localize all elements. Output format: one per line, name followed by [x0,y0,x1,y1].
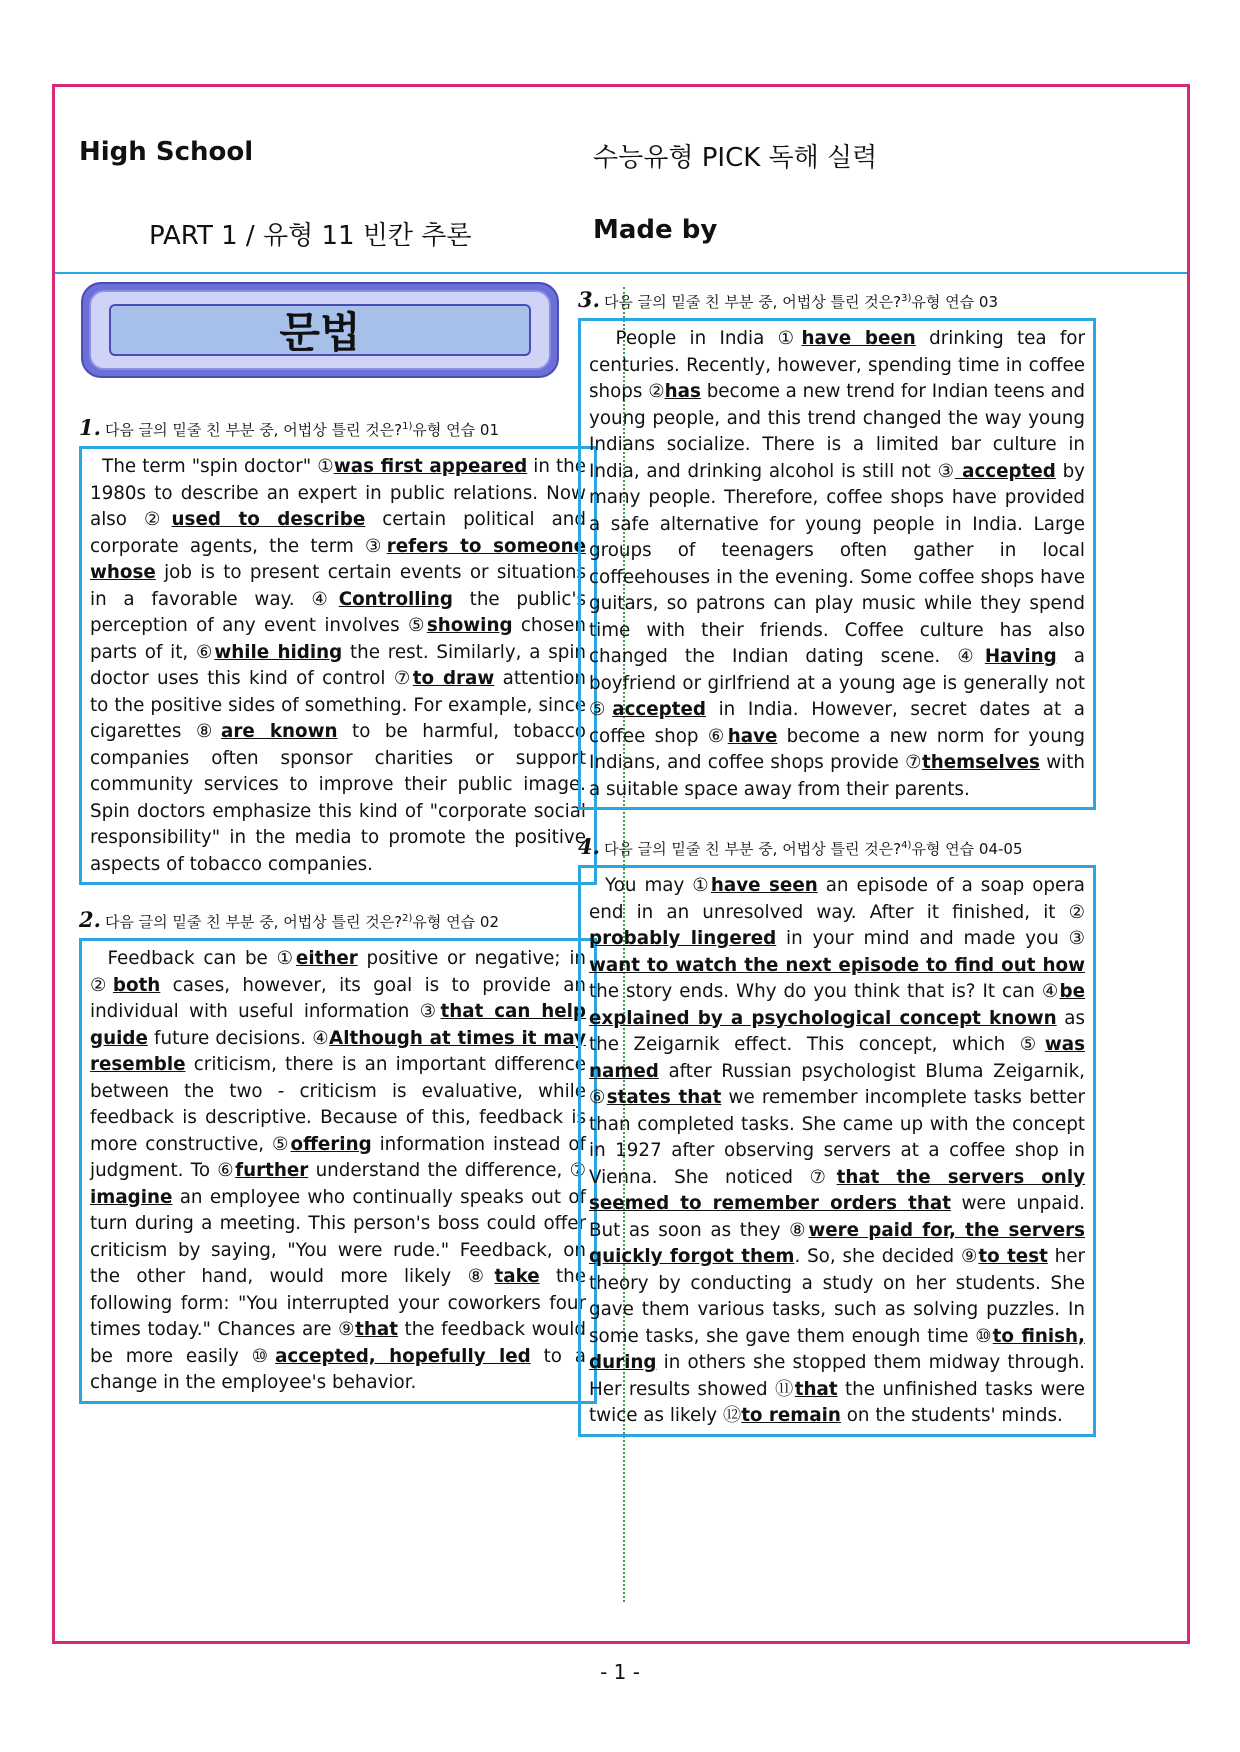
passage-text: ⑦ [393,668,413,689]
question-tag: 유형 연습 03 [911,293,999,311]
underlined-choice: accepted [612,699,706,720]
question-header [578,287,1096,312]
underlined-choice: want to watch the next episode to find out how [589,954,1085,976]
passage-text: ① [317,456,334,477]
passage-text: ⑧ [789,1219,809,1241]
question-prompt: 다음 글의 밑줄 친 부분 중, 어법상 틀린 것은? [603,840,902,858]
passage-text: ② [1068,901,1085,923]
underlined-choice: was named [589,1034,1085,1082]
underlined-choice: either [295,948,358,969]
underlined-choice: were paid for, the servers quickly forgot them [589,1219,1085,1267]
passage-text: ⑦ [809,1166,837,1188]
footnote-marker: 1) [402,421,413,432]
underlined-choice: Having [984,646,1057,667]
passage-text: ① [777,328,802,349]
question-header [79,415,597,440]
question-number: 2. [79,907,101,932]
book-title: 수능유형 PICK 독해 실력 [593,143,878,173]
question-header [578,834,1096,859]
underlined-choice: that [794,1378,838,1400]
underlined-choice: have [727,725,778,747]
passage-text: information instead of judgment. To [90,1133,586,1181]
passage-text: the unfinished tasks were twice as likely [589,1378,1085,1426]
passage-text: ⑪ [774,1378,795,1400]
passage-text: cases, however, its goal is to provide an individual with useful information [90,974,586,1022]
question-number: 3. [578,287,600,312]
passage-text: ⑤ [589,699,613,720]
underlined-choice: accepted, hopefully led [275,1345,531,1367]
passage-text: ⑤ [1019,1034,1045,1055]
passage-text: her theory by conducting a study on her students. She gave them various tasks, such as solving puzzles. In some tasks, she gave them enough time [589,1246,1086,1347]
underlined-choice: that the servers only seemed to remember orders that [589,1166,1086,1214]
underlined-choice: to remain [741,1405,841,1426]
question-prompt: 다음 글의 밑줄 친 부분 중, 어법상 틀린 것은? [603,293,902,311]
page-frame [52,84,1190,1644]
passage-text: chosen parts of it, [90,615,587,663]
passage-text: ③ [937,460,955,482]
passage-text: ⑥ [217,1160,236,1181]
underlined-choice: that can help guide [90,1001,587,1049]
passage-box [79,938,597,1404]
passage-text: in the 1980s to describe an expert in public relations. Now also [90,456,587,530]
passage-text: ⑦ [905,752,922,773]
underlined-choice: to finish, during [589,1325,1085,1373]
underlined-choice: themselves [921,752,1040,773]
question-tag: 유형 연습 02 [412,913,500,931]
passage-text: ⑨ [338,1319,356,1340]
passage-text: ⑧ [467,1266,495,1287]
passage-text: as the Zeigarnik effect. This concept, which [589,1007,1085,1055]
passage-text: the rest. Similarly, a spin doctor uses this kind of control [90,641,586,689]
footnote-marker: 2) [402,913,413,924]
passage-text: ② [90,974,113,996]
question-tag: 유형 연습 04-05 [911,840,1023,858]
passage-text: future decisions. [147,1027,313,1049]
passage-text: a boyfriend or girlfriend at a young age is generally not [589,646,1086,694]
passage-box [578,865,1096,1437]
passage-text: ⑩ [251,1345,276,1367]
passage-text: become a new trend for Indian teens and young people, and this trend changed the way young Indians socialize. There is a limited bar culture in India, and drinking alcohol is still not [589,381,1086,482]
question-number: 1. [79,415,101,440]
passage-text: Feedback can be [107,948,277,969]
passage-text: with a suitable space away from their parents. [589,752,1086,800]
passage-text: ① [276,948,296,969]
passage-text: were unpaid. But as soon as they [589,1193,1085,1241]
question-1 [79,415,597,885]
passage-text: the public's perception of any event involves [90,588,586,636]
passage-text: . So, she decided [794,1246,961,1267]
passage-text: criticism, there is an important difference between the two - criticism is evaluative, while feedback is descriptive. Because of this, feedback is more constructive, [90,1054,586,1155]
passage-text: ① [692,875,711,896]
passage-text: positive or negative; in [357,948,587,969]
passage-text: ⑩ [975,1325,993,1347]
passage-text: ③ [364,535,387,557]
underlined-choice: refers to someone whose [90,535,587,583]
underlined-choice: states that [606,1087,722,1108]
underlined-choice: to draw [412,668,495,689]
made-by-label: Made by [593,215,718,245]
passage-text: to a change in the employee's behavior. [90,1345,586,1393]
underlined-choice: used to describe [171,509,366,530]
passage-text: an employee who continually speaks out of turn during a meeting. This person's boss could offer criticism by saying, "You were rude." Feedback, on the other hand, would more likely [90,1186,586,1287]
passage-text: drinking tea for centuries. Recently, however, spending time in coffee shops [589,328,1086,402]
question-tag: 유형 연습 01 [412,421,500,439]
question-number: 4. [578,834,600,859]
question-2 [79,907,597,1404]
passage-text: ④ [312,1027,330,1049]
page-header [55,87,1187,274]
underlined-choice: take [494,1266,540,1287]
passage-text: the following form: "You interrupted your coworkers four times today." Chances are [90,1266,586,1340]
passage-text: ⑥ [589,1087,607,1108]
passage-box [79,446,597,885]
underlined-choice: to test [978,1246,1048,1267]
underlined-choice: probably lingered [589,928,777,949]
question-prompt: 다음 글의 밑줄 친 부분 중, 어법상 틀린 것은? [104,913,403,931]
passage-text: ④ [1041,981,1060,1002]
passage-text: in others she stopped them midway through. Her results showed [589,1352,1085,1400]
underlined-choice: both [112,974,161,996]
underlined-choice: was first appeared [333,456,528,477]
passage-text: after Russian psychologist Bluma Zeigarnik, [658,1060,1085,1082]
underlined-choice: Although at times it may resemble [90,1027,587,1075]
passage-text: the story ends. Why do you think that is? It can [589,981,1042,1002]
question-header [79,907,597,932]
part-label: PART 1 / 유형 11 빈칸 추론 [149,221,472,251]
passage-text: ⑧ [195,721,222,742]
underlined-choice: that [355,1319,399,1340]
passage-text: by many people. Therefore, coffee shops have provided a safe alternative for young people in India. Large groups of teenagers often gather in local coffeehouses in the evening. Some coffee shops have guitars, so patrons can play music while they spend time with their friends. Coffee culture has also changed the Indian dating scene. [589,460,1085,667]
passage-text: ② [648,381,665,402]
underlined-choice: accepted [954,460,1056,482]
question-prompt: 다음 글의 밑줄 친 부분 중, 어법상 틀린 것은? [104,421,403,439]
passage-text: ⑤ [407,615,427,636]
passage-text: You may [604,875,693,896]
underlined-choice: while hiding [214,641,343,663]
passage-text: job is to present certain events or situations in a favorable way. [90,562,586,610]
passage-text: become a new norm for young Indians, and coffee shops provide [589,725,1085,773]
underlined-choice: have seen [710,875,818,896]
underlined-choice: Controlling [338,588,453,610]
section-badge-label: 문법 [109,304,531,356]
school-label: High School [79,137,254,167]
question-3 [578,287,1096,810]
passage-text: ⑨ [960,1246,979,1267]
passage-text: an episode of a soap opera end in an unresolved way. After it finished, it [589,875,1086,923]
passage-text: in your mind and made you [776,928,1069,949]
underlined-choice: showing [426,615,513,636]
passage-text: ③ [1068,928,1085,949]
passage-text: in India. However, secret dates at a coffee shop [589,699,1086,747]
passage-text: ⑫ [722,1405,742,1426]
underlined-choice: has [664,381,701,402]
underlined-choice: offering [290,1133,372,1155]
passage-text: we remember incomplete tasks better than completed tasks. She came up with the concept in 1927 after observing servers at a coffee shop in Vienna. She noticed [589,1087,1086,1188]
footnote-marker: 4) [901,840,912,851]
underlined-choice: imagine [90,1186,173,1208]
passage-box [578,318,1096,810]
passage-text: People in India [615,328,778,349]
passage-text: ④ [311,588,339,610]
passage-text: ④ [957,646,985,667]
passage-text: ⑥ [196,641,215,663]
passage-text: ③ [419,1001,441,1022]
underlined-choice: further [235,1160,309,1181]
passage-text: to be harmful, tobacco companies often sponsor charities or support community services to improve their public image. Spin doctors emphasize this kind of "corporate social responsibility" in the media to promote the positive aspects of tobacco companies. [90,721,586,875]
passage-text: understand the difference, [308,1160,570,1181]
passage-text: ⑥ [707,725,728,747]
question-4 [578,834,1096,1437]
passage-text: on the students' minds. [840,1405,1063,1426]
page-number: - 1 - [600,1660,640,1684]
passage-text: ⑦ [569,1160,586,1181]
underlined-choice: be explained by a psychological concept known [589,981,1086,1029]
section-badge [81,282,559,378]
passage-text: the feedback would be more easily [90,1319,586,1367]
passage-text: certain political and corporate agents, the term [90,509,586,557]
passage-text: attention to the positive sides of something. For example, since cigarettes [90,668,587,742]
underlined-choice: are known [221,721,338,742]
passage-text: ② [143,509,172,530]
passage-text: ⑤ [272,1133,291,1155]
passage-text: The term "spin doctor" [102,456,318,477]
footnote-marker: 3) [901,293,912,304]
underlined-choice: have been [801,328,916,349]
